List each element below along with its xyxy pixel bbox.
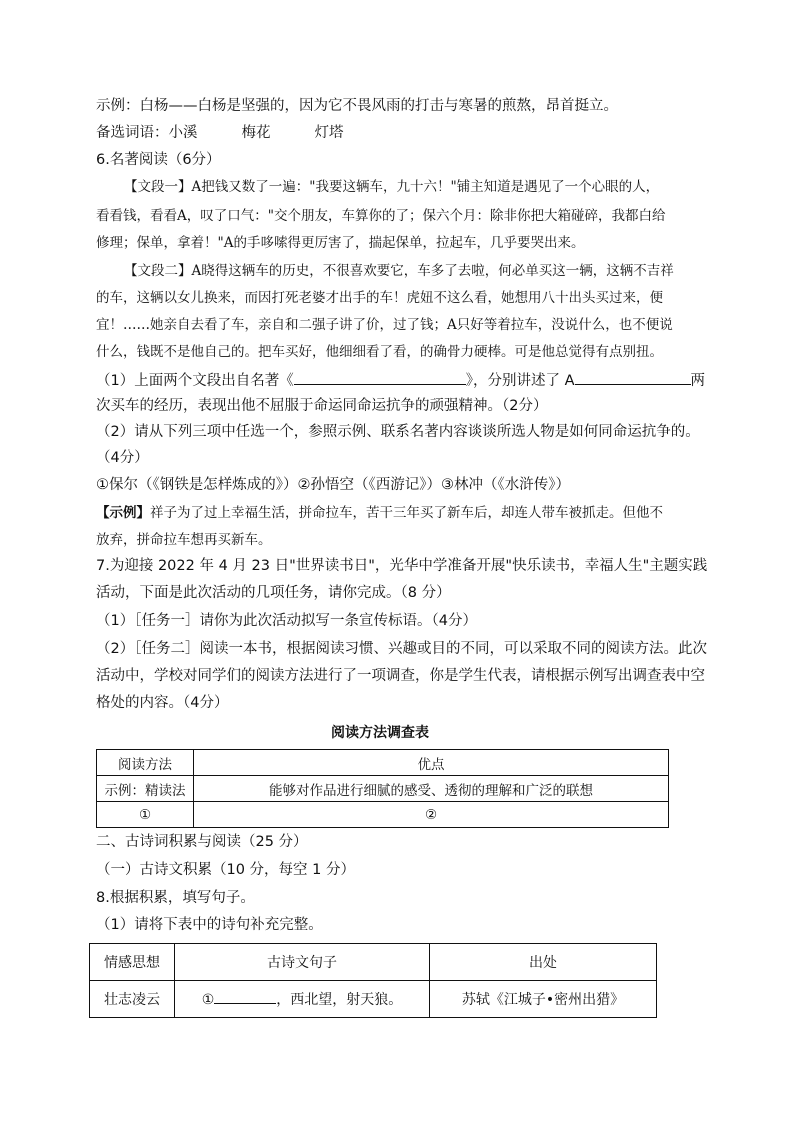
- example-answer-line-2: 放弃，拼命拉车想再买新车。: [96, 532, 272, 548]
- question-6-title: 6.名著阅读（6分）: [96, 152, 221, 168]
- table-header-cell: 阅读方法: [97, 750, 194, 776]
- candidate-words: [96, 123, 344, 143]
- table-header-cell: 优点: [194, 750, 669, 776]
- table-header-cell: 情感思想: [90, 944, 175, 981]
- passage-2-line-1: 【文段二】A晓得这辆车的历史，不很喜欢要它，车多了去啦，何必单买这一辆，这辆不吉祥: [124, 263, 674, 279]
- table-cell: 壮志凌云: [90, 981, 175, 1018]
- candidate-word-3: 灯塔: [314, 125, 344, 141]
- section-2-sub: （一）古诗文积累（10 分，每空 1 分）: [96, 862, 356, 878]
- q1-line-2: 次买车的经历，表现出他不屈服于命运同命运抗争的顽强精神。（2分）: [96, 398, 548, 414]
- q1-line-1: （1）上面两个文段出自名著《 》，分别讲述了 A 两: [96, 370, 705, 391]
- poem-table: [89, 943, 657, 1018]
- table-header-cell: 出处: [430, 944, 657, 981]
- book-title-blank[interactable]: [294, 370, 466, 385]
- q2-options: ①保尔（《钢铁是怎样炼成的》）②孙悟空（《西游记》）③林冲（《水浒传》）: [96, 477, 570, 493]
- table-row: [90, 944, 657, 981]
- task-1: （1）［任务一］请你为此次活动拟写一条宣传标语。（4分）: [96, 613, 477, 629]
- table-cell: ① ，西北望，射天狼。: [175, 981, 430, 1018]
- example-line: 示例：白杨——白杨是坚强的，因为它不畏风雨的打击与寒暑的煎熬，昂首挺立。: [96, 98, 618, 114]
- answer-cell-2[interactable]: ②: [194, 802, 669, 828]
- survey-table: [96, 749, 669, 828]
- question-8-title: 8.根据积累，填写句子。: [96, 890, 255, 906]
- question-8-1: （1）请将下表中的诗句补充完整。: [96, 917, 323, 933]
- poem-answer-blank[interactable]: [214, 989, 276, 1004]
- candidate-word-2: 梅花: [241, 125, 271, 141]
- passage-2-line-4: 什么，钱既不是他自己的。把车买好，他细细看了看，的确骨力硬棒。可是他总觉得有点别扭。: [96, 344, 663, 360]
- passage-1-line-2: 看看钱，看看A，叹了口气："交个朋友，车算你的了；保六个月：除非你把大箱碰碎，我都白给: [96, 208, 666, 224]
- passage-2-line-2: 的车，这辆以女儿换来，而因打死老婆才出手的车！虎妞不这么看，她想用八十出头买过来，便: [96, 290, 663, 306]
- passage-1-line-3: 修理；保单，拿着！"A的手哆嗦得更厉害了，揣起保单，拉起车，几乎要哭出来。: [96, 235, 585, 251]
- example-label: 【示例】: [96, 505, 150, 521]
- passage-1-line-1: 【文段一】A把钱又数了一遍："我要这辆车，九十六！"铺主知道是遇见了一个心眼的人，: [124, 179, 660, 195]
- example-answer-line-1: 【示例】祥子为了过上幸福生活，拼命拉车，苦干三年买了新车后，却连人带车被抓走。但他不: [96, 505, 663, 521]
- table-row: [97, 750, 669, 776]
- table-cell: 示例：精读法: [97, 776, 194, 802]
- table-cell: 苏轼《江城子•密州出猎》: [430, 981, 657, 1018]
- task-2-line-3: 格处的内容。（4分）: [96, 695, 229, 711]
- candidate-label: 备选词语：小溪: [96, 125, 198, 141]
- q7-line-2: 活动，下面是此次活动的几项任务，请你完成。（8 分）: [96, 585, 451, 601]
- q2-line-1: （2）请从下列三项中任选一个，参照示例、联系名著内容谈谈所选人物是如何同命运抗争的。: [96, 424, 700, 440]
- table-header-cell: 古诗文句子: [175, 944, 430, 981]
- q2-line-2: （4分）: [96, 450, 149, 466]
- table-row: [90, 981, 657, 1018]
- table-row: [97, 802, 669, 828]
- table-row: [97, 776, 669, 802]
- task-2-line-1: （2）［任务二］阅读一本书，根据阅读习惯、兴趣或目的不同，可以采取不同的阅读方法。此次: [96, 641, 707, 657]
- q7-line-1: 7.为迎接 2022 年 4 月 23 日"世界读书日"，光华中学准备开展"快乐读书，幸福人生"主题实践: [96, 558, 708, 574]
- task-2-line-2: 活动中，学校对同学们的阅读方法进行了一项调查，你是学生代表，请根据示例写出调查表中空: [96, 668, 705, 684]
- answer-cell-1[interactable]: ①: [97, 802, 194, 828]
- survey-table-caption: 阅读方法调查表: [331, 725, 429, 741]
- table-cell: 能够对作品进行细腻的感受、透彻的理解和广泛的联想: [194, 776, 669, 802]
- section-2-title: 二、古诗词积累与阅读（25 分）: [96, 834, 308, 850]
- name-blank[interactable]: [575, 370, 691, 385]
- passage-2-line-3: 宜！……她亲自去看了车，亲自和二强子讲了价，过了钱；A只好等着拉车，没说什么，也不便说: [96, 317, 673, 333]
